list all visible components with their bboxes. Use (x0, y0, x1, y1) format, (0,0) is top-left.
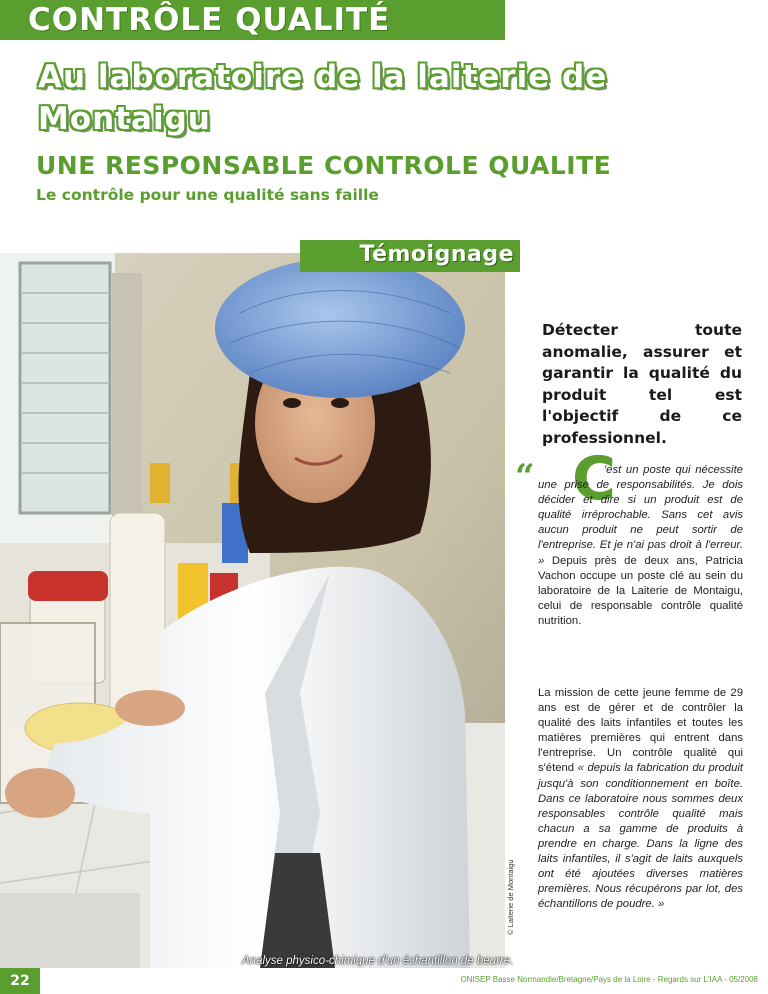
header-bar (0, 0, 768, 40)
lab-photo (0, 253, 505, 968)
footer-source: ONISEP Basse Normandie/Bretagne/Pays de la Loire - Regards sur L'IAA - 05/2008 (460, 975, 758, 984)
lead-paragraph: Détecter toute anomalie, assurer et garantir la qualité du produit tel est l'objectif de ce professionnel. (542, 321, 742, 447)
body-paragraph-2 (538, 686, 743, 912)
page-number: 22 (0, 968, 40, 994)
photo-credit: © Laiterie de Montaigu (506, 859, 515, 935)
drop-cap: C (572, 444, 617, 514)
photo-caption: Analyse physico-chimique d'un échantillon de beurre. (242, 955, 514, 967)
paragraph-2-quote: « depuis la fabrication du produit jusqu'à son conditionnement en boîte. Dans ce laboratoire nous sommes deux responsables contrôle qualité mais chacun a sa gamme de produits à prendre en charge. Dans la ligne des laits infantiles, il s'agit de laits auxquels ont été ajoutées diverses matières premières. Nous récupérons par lot, des échantillons de poudre. » (538, 762, 743, 911)
section-title: CONTRÔLE QUALITÉ (28, 2, 391, 38)
paragraph-1-quote: 'est un poste qui nécessite une prise de responsabilités. Je dois décider et dire si un produit est de qualité irréprochable. Sans cet avis aucun produit ne peut sortir de l'entreprise. Et je n'ai pas droit à l'erreur. » (538, 464, 743, 567)
article-headline: Au laboratoire de la laiterie de Montaigu (38, 59, 608, 137)
article-tagline: Le contrôle pour une qualité sans faille (36, 186, 379, 204)
paragraph-2-text: La mission de cette jeune femme de 29 ans est de gérer et de contrôler la qualité des laits infantiles et toutes les matières premières qui entrent dans l'entreprise. Un contrôle qualité qui s'étend (538, 687, 743, 775)
temoignage-label: Témoignage (359, 242, 514, 267)
opening-quote-mark: “ (515, 457, 535, 497)
paragraph-1-text: Depuis près de deux ans, Patricia Vachon occupe un poste clé au sein du laboratoire de la Laiterie de Montaigu, celui de responsable contrôle qualité nutrition. (538, 554, 743, 627)
body-paragraph-1 (538, 463, 743, 629)
temoignage-banner (0, 240, 520, 272)
article-subtitle: UNE RESPONSABLE CONTROLE QUALITE (36, 151, 612, 180)
